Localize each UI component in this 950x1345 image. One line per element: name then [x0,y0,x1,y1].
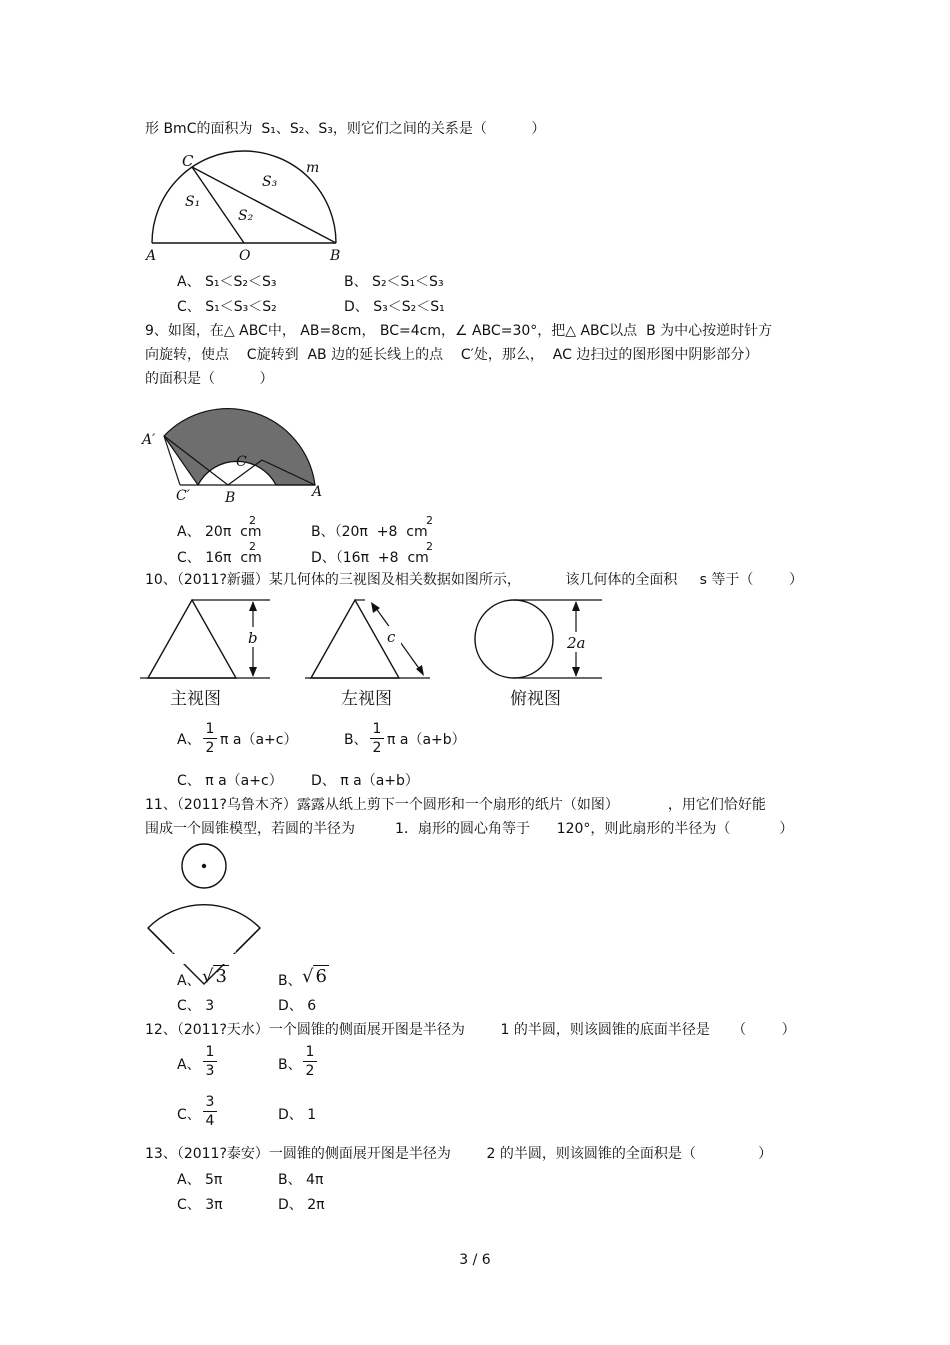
q9-option-d: D、（16π +8 cm [311,550,429,566]
q10-top-arrowhead-top [572,601,580,611]
page-number: 3 / 6 [459,1252,491,1268]
q13-option-b: B、 4π [278,1172,324,1188]
q8-label-B: B [330,248,341,264]
q8-option-b: B、 S₂＜S₁＜S₃ [344,274,444,290]
q10-option-b-rest: π a（a+b） [387,732,466,748]
q11-option-b-prefix: B、 [278,973,302,989]
q10-label-2a: 2a [567,634,586,652]
q12-option-b-num: 1 [305,1044,315,1060]
q12-option-d: D、 1 [278,1107,317,1123]
q10-option-b-den: 2 [372,740,382,756]
q10-option-c: C、 π a（a+c） [177,773,283,789]
q8-label-C: C [182,152,194,170]
q12-option-a-den: 3 [205,1063,215,1079]
q9-option-c-sup: 2 [249,540,256,553]
q10-option-d: D、 π a（a+b） [311,773,419,789]
q11-option-c: C、 3 [177,998,215,1014]
q10-option-b-fraction [370,721,384,756]
q8-option-a: A、 S₁＜S₂＜S₃ [177,274,277,290]
q9-label-C: C [236,454,247,470]
q12-option-b-den: 2 [305,1063,315,1079]
q10-option-b-num: 1 [372,721,382,737]
q12-option-c-den: 4 [205,1113,215,1129]
q8-label-S2: S₂ [238,208,254,224]
q10-front-caption: 主视图 [170,689,221,709]
q8-label-S3: S₃ [262,174,278,190]
q10-front-arrowhead-top [249,601,257,611]
q9-label-B: B [225,490,236,506]
q12-option-c-num: 3 [205,1094,215,1110]
q12-stem: 12、（2011?天水）一个圆锥的侧面展开图是半径为 1 的半圆，则该圆锥的底面半径是 （ ） [145,1022,796,1038]
q12-option-a-prefix: A、 [177,1057,201,1073]
q10-option-b-prefix: B、 [344,732,368,748]
q10-option-a-num: 1 [205,721,215,737]
q10-top-arrowhead-bottom [572,667,580,677]
q10-stem: 10、（2011?新疆）某几何体的三视图及相关数据如图所示， 该几何体的全面积 s 等于（ ） [145,572,803,588]
q11-line2: 围成一个圆锥模型，若圆的半径为 1．扇形的圆心角等于 120°，则此扇形的半径为（ ） [145,821,794,837]
q9-option-b: B、（20π +8 cm [311,524,428,540]
q8-figure [140,148,360,268]
q8-label-A: A [146,248,157,264]
q11-option-a-sqrt: √ 3 [202,966,227,987]
q9-label-C1: C′ [176,488,190,504]
q12-option-c-fraction [203,1094,217,1129]
q13-option-d: D、 2π [278,1197,325,1213]
q10-top-view [472,592,607,712]
q10-label-c: c [387,628,396,646]
q9-option-d-sup: 2 [426,540,433,553]
q10-option-a-fraction [203,721,217,756]
q11-option-d: D、 6 [278,998,317,1014]
q11-line1: 11、（2011?乌鲁木齐）露露从纸上剪下一个圆形和一个扇形的纸片（如图） ，用它们恰好能 [145,797,766,813]
q8-option-c: C、 S₁＜S₃＜S₂ [177,299,277,315]
q10-front-arrowhead-bottom [249,667,257,677]
q13-option-c: C、 3π [177,1197,223,1213]
q9-figure [140,388,340,508]
q12-option-a-fraction [203,1044,217,1079]
q9-label-A: A [312,484,323,500]
q12-option-c-prefix: C、 [177,1107,201,1123]
q10-option-a-rest: π a（a+c） [220,732,298,748]
q10-front-triangle [148,600,236,678]
q9-line3: 的面积是（ ） [145,371,274,387]
q9-option-a: A、 20π cm [177,524,262,540]
q10-top-caption: 俯视图 [510,689,561,709]
q8-label-O: O [239,248,251,264]
q8-option-d: D、 S₃＜S₂＜S₁ [344,299,445,315]
q11-sector-right-edge [236,928,260,952]
q12-option-b-fraction [303,1044,317,1079]
q11-option-b-sqrt: √ 6 [302,966,327,987]
q8-label-m: m [306,160,320,176]
q9-option-c: C、 16π cm [177,550,262,566]
q13-option-a: A、 5π [177,1172,223,1188]
q10-left-caption: 左视图 [341,689,392,709]
q10-option-a-den: 2 [205,740,215,756]
q10-label-b: b [248,629,258,647]
q10-left-view [305,592,440,712]
q11-sector-left-edge [148,928,172,952]
q11-option-a-prefix: A、 [177,973,201,989]
q11-figure [140,838,280,958]
q9-line1: 9、如图，在△ ABC中， AB=8cm， BC=4cm，∠ ABC=30°，把△ ABC以点 B 为中心按逆时针方 [145,323,773,339]
q12-option-a-num: 1 [205,1044,215,1060]
q10-front-view [140,592,285,712]
q10-top-circle [475,600,553,678]
q9-line2: 向旋转，使点 C旋转到 AB 边的延长线上的点 C′处，那么， AC 边扫过的图形图中阴影部分） [145,347,759,363]
q10-option-a-prefix: A、 [177,732,201,748]
q9-option-b-sup: 2 [426,514,433,527]
q8-stem: 形 BmC的面积为 S₁、S₂、S₃，则它们之间的关系是（ ） [145,121,546,137]
q13-stem: 13、（2011?泰安）一圆锥的侧面展开图是半径为 2 的半圆，则该圆锥的全面积是（ ） [145,1146,773,1162]
q9-option-a-sup: 2 [249,514,256,527]
q11-option-a-radicand: 3 [215,966,227,987]
q9-label-A1: A′ [142,432,156,448]
q12-option-b-prefix: B、 [278,1057,302,1073]
q8-label-S1: S₁ [185,194,201,210]
q11-circle-center [202,864,206,868]
q11-option-b-radicand: 6 [315,966,327,987]
